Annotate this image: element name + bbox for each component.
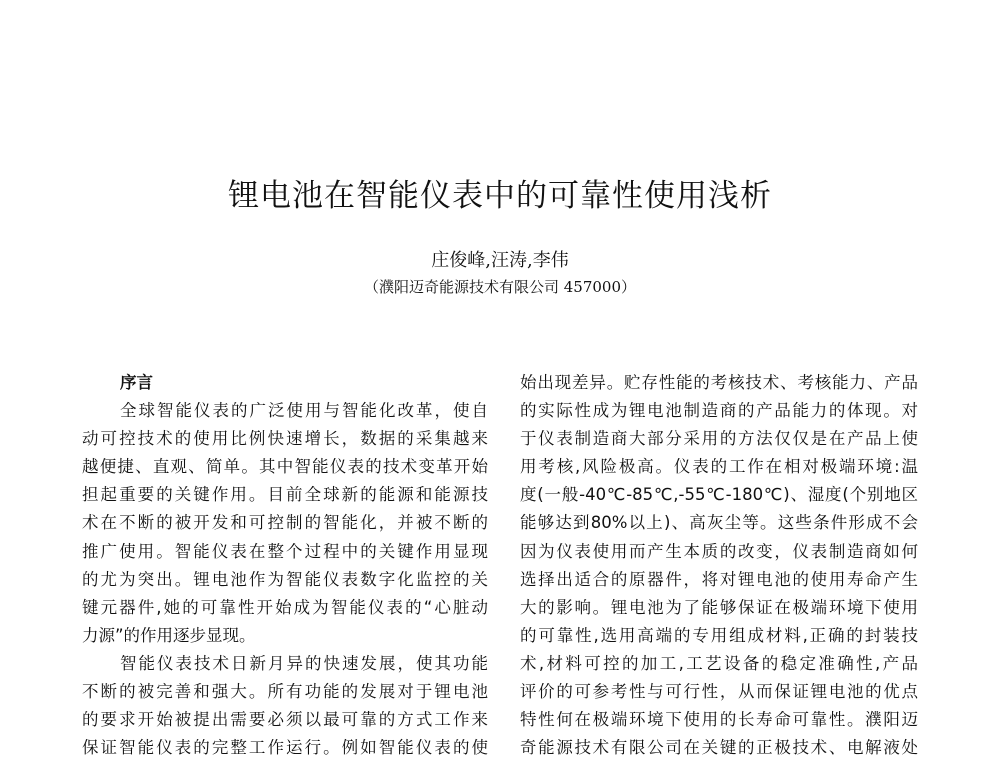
- text-line: 全球智能仪表的广泛使用与智能化改革，使自: [120, 401, 488, 421]
- text-line: 大的影响。锂电池为了能够保证在极端环境下使用: [520, 597, 918, 617]
- text-line: 的要求开始被提出需要必须以最可靠的方式工作来: [82, 710, 488, 730]
- text-line: 智能仪表技术日新月异的快速发展，使其功能: [120, 653, 488, 673]
- text-line: 保证智能仪表的完整工作运行。例如智能仪表的使: [82, 738, 488, 758]
- left-column: [82, 369, 488, 762]
- text-line: 于仪表制造商大部分采用的方法仅仅是在产品上使: [520, 429, 918, 449]
- text-line: 用考核,风险极高。仪表的工作在相对极端环境:温: [520, 457, 918, 477]
- text-line: 度(一般-40℃-85℃,-55℃-180℃)、湿度(个别地区: [520, 485, 918, 505]
- paper-title: 锂电池在智能仪表中的可靠性使用浅析: [228, 178, 772, 214]
- text-line: 的可靠性,选用高端的专用组成材料,正确的封装技: [520, 625, 918, 645]
- text-line: 越便捷、直观、简单。其中智能仪表的技术变革开始: [82, 457, 488, 477]
- text-line: 因为仪表使用而产生本质的改变，仪表制造商如何: [520, 541, 918, 561]
- text-line: 特性何在极端环境下使用的长寿命可靠性。濮阳迈: [520, 710, 918, 730]
- text-line: 键元器件,她的可靠性开始成为智能仪表的“心脏动: [82, 597, 488, 617]
- affiliation: （濮阳迈奇能源技术有限公司 457000）: [363, 278, 637, 296]
- authors: 庄俊峰,汪涛,李伟: [431, 250, 569, 271]
- text-line: 推广使用。智能仪表在整个过程中的关键作用显现: [82, 541, 488, 561]
- text-line: 评价的可参考性与可行性，从而保证锂电池的优点: [520, 682, 918, 702]
- text-line: 选择出适合的原器件，将对锂电池的使用寿命产生: [520, 569, 918, 589]
- text-line: 的实际性成为锂电池制造商的产品能力的体现。对: [520, 401, 918, 421]
- text-line: 动可控技术的使用比例快速增长，数据的采集越来: [82, 429, 488, 449]
- section-heading: 序言: [120, 373, 153, 392]
- text-line: 不断的被完善和强大。所有功能的发展对于锂电池: [82, 682, 488, 702]
- text-line: 力源”的作用逐步显现。: [82, 625, 256, 645]
- text-line: 担起重要的关键作用。目前全球新的能源和能源技: [82, 485, 488, 505]
- text-line: 术,材料可控的加工,工艺设备的稳定准确性,产品: [520, 653, 918, 673]
- right-column: [520, 369, 918, 762]
- text-line: 始出现差异。贮存性能的考核技术、考核能力、产品: [520, 373, 918, 392]
- text-line: 奇能源技术有限公司在关键的正极技术、电解液处: [520, 738, 918, 758]
- text-line: 术在不断的被开发和可控制的智能化，并被不断的: [82, 513, 488, 533]
- text-line: 的尤为突出。锂电池作为智能仪表数字化监控的关: [82, 569, 488, 589]
- text-line: 能够达到80%以上)、高灰尘等。这些条件形成不会: [520, 513, 918, 533]
